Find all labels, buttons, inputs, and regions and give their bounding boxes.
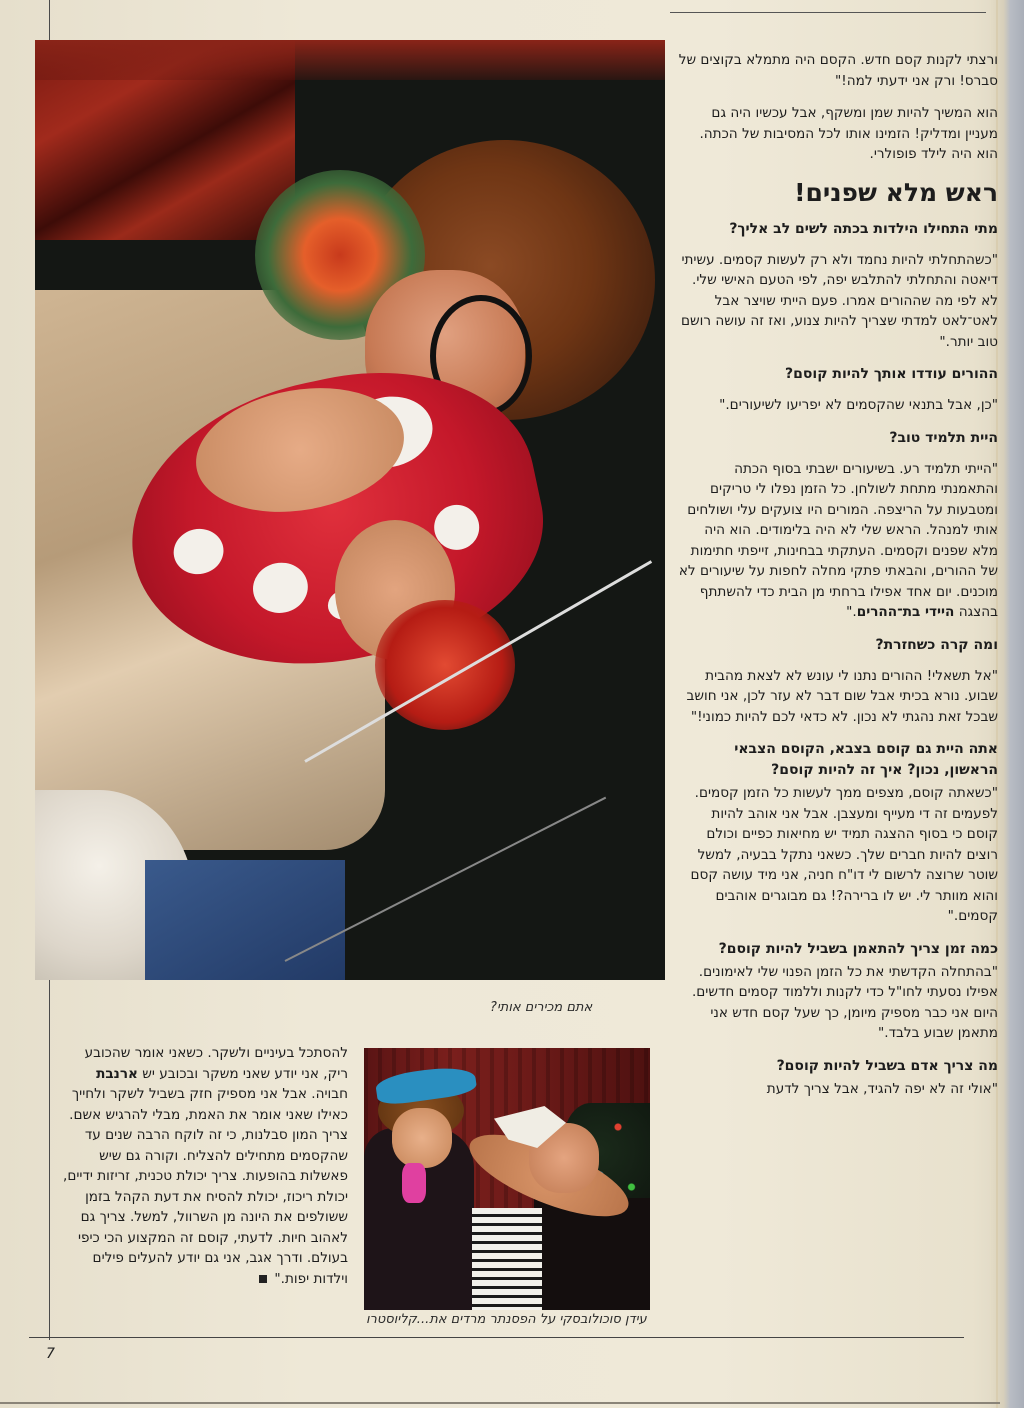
main-photo xyxy=(35,40,665,980)
interview-answer: "אל תשאלי! ההורים נתנו לי עונש לא לצאת מהבית שבוע. נורא בכיתי אבל שום דבר לא עזר לכן, אני חושב שבכל זאת נהגתי לא נכון. לא כדאי לכם להיות כמוני!" xyxy=(686,667,998,725)
photo-face xyxy=(392,1108,452,1168)
answer-text: "הייתי תלמיד רע. בשיעורים ישבתי בסוף הכתה והתאמנתי מתחת לשולחן. כל הזמן נפלו לי טריקים ומטבעות על הריצפה. המורים היו צועקים עלי ושולחים אותי למנהל. הראש שלי לא היה בלימודים. הוא היה מלא שפנים וקסמים. העתקתי בבחינות, זייפתי חתימות של ההורים, והבאתי פתקי מחלה לחפות על שיעורים לא מוכנים. יום אחד אפילו ברחתי מן הבית כדי להשתתף בהצגה xyxy=(678,460,998,620)
interview-question: היית תלמיד טוב? xyxy=(889,429,998,446)
intro-paragraph: הוא המשיך להיות שמן ומשקף, אבל עכשיו היה גם מעניין ומדליק! הזמינו אותו לכל המסיבות של הכתה. הוא היה לילד פופולרי. xyxy=(699,105,998,162)
interview-answer: "כשאתה קוסם, מצפים ממך לעשות כל הזמן קסמים. לפעמים זה די מעייף ומעצבן. אבל אני אוהב להיות קוסם כי בסוף ההצגה תמיד יש מחיאות כפיים וכולם רוצים להיות חברים שלך. כשאני נתקל בבעיה, למשל שוטר שרוצה לרשום לי דו"ח חניה, אני מיד עושה קסם והוא מוותר לי. יש לו ברירה?! גם מבוגרים אוהבים קסמים." xyxy=(690,785,998,924)
end-of-article-mark xyxy=(259,1275,267,1283)
interview-answer: "כן, אבל בתנאי שהקסמים לא יפריעו לשיעורים." xyxy=(719,397,998,413)
interview-question: כמה זמן צריך להתאמן בשביל להיות קוסם? xyxy=(718,940,998,957)
continued-answer xyxy=(58,1043,348,1289)
answer-bold-text: היידי בת־ההרים xyxy=(856,604,955,620)
section-heading: ראש מלא שפנים! xyxy=(794,177,998,207)
secondary-photo-caption: עידן סוכולובסקי על הפסנתר מרדים את...קליוסטרו xyxy=(366,1312,647,1327)
answer-text: להסתכל בעיניים ולשקר. כשאני אומר שהכובע ריק, אני יודע שאני משקר ובכובע יש xyxy=(84,1045,348,1082)
photo-curtain-top xyxy=(35,40,665,80)
interview-question: אתה היית גם קוסם בצבא, הקוסם הצבאי הראשון, נכון? איך זה להיות קוסם? xyxy=(734,741,998,778)
intro-paragraph: ורצתי לקנות קסם חדש. הקסם היה מתמלא בקוצים של סברס! ורק אני ידעתי למה!" xyxy=(678,52,998,89)
secondary-photo xyxy=(364,1048,650,1310)
right-text-column xyxy=(678,50,998,1111)
page-bottom-edge xyxy=(0,1402,1000,1404)
answer-text: חבויה. אבל אני מספיק חזק בשביל לשקר ולחייך כאילו שאני אומר את האמת, מבלי להרגיש אשם. צריך המון סבלנות, כי זה לוקח הרבה שנים עד שהקסמים מתחילים להצליח. וקורה גם שיש פאשלות בהופעות. צריך יכולת טכנית, זריזות ידיים, יכולת ריכוז, יכולת להסיח את דעת הקהל בזמן ששולפים את היונה מן השרוול, למשל. צריך גם לאהוב חיות. לדעתי, קוסם זה המקצוע הכי כיפי בעולם. ודרך אגב, אני גם יודע להעלים פילים וילדות יפות." xyxy=(63,1086,348,1287)
interview-answer: "אולי זה לא יפה להגיד, אבל צריך לדעת xyxy=(766,1080,998,1097)
main-photo-caption: אתם מכירים אותי? xyxy=(490,1000,593,1015)
answer-text: ." xyxy=(846,604,857,620)
answer-bold-text: ארנבת xyxy=(96,1065,138,1082)
interview-question: ההורים עודדו אותך להיות קוסם? xyxy=(785,366,998,382)
interview-answer: "בהתחלה הקדשתי את כל הזמן הפנוי שלי לאימונים. אפילו נסעתי לחו"ל כדי לקנות וללמוד קסמים חדשים. היום אני כבר מספיק מיומן, כך שעל קסם חדש אני מתאמן שבוע בלבד." xyxy=(691,963,998,1041)
page-number: 7 xyxy=(46,1346,55,1362)
frame-rule-top xyxy=(670,12,986,13)
frame-rule-bottom xyxy=(29,1337,964,1338)
photo-pink-scarf xyxy=(402,1163,426,1203)
interview-question: מתי התחילו הילדות בכתה לשים לב אליך? xyxy=(729,220,998,237)
photo-piano-keys xyxy=(472,1208,542,1310)
photo-jeans xyxy=(145,860,345,980)
interview-question: ומה קרה כשחזרת? xyxy=(875,636,998,653)
interview-answer: "כשהתחלתי להיות נחמד ולא רק לעשות קסמים. עשיתי דיאטה והתחלתי להתלבש יפה, לפי הטעם האישי שלי. לא לפי מה שההורים אמרו. פעם הייתי שויצר אבל לאט־לאט למדתי שצריך להיות צנוע, ואז זה עושה רושם טוב יותר." xyxy=(681,251,998,350)
interview-answer xyxy=(678,459,998,623)
left-text-column xyxy=(58,1043,348,1301)
interview-question: מה צריך אדם בשביל להיות קוסם? xyxy=(776,1057,998,1074)
